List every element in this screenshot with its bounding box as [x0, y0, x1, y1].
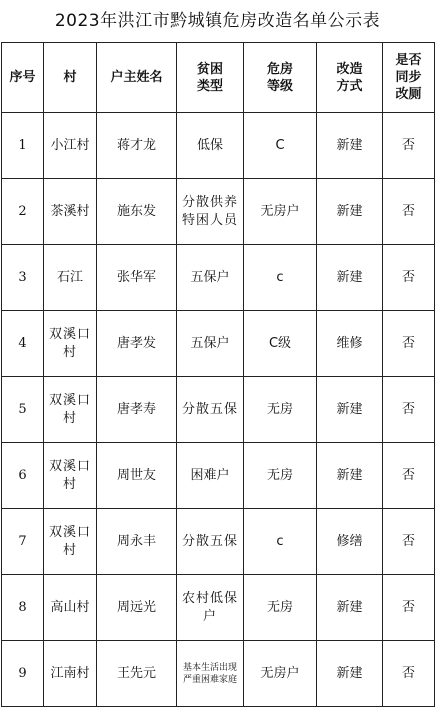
cell-village: 双溪口村	[44, 443, 97, 509]
cell-sync-toilet: 否	[383, 245, 435, 311]
cell-index: 5	[2, 377, 44, 443]
cell-village: 双溪口村	[44, 311, 97, 377]
cell-danger-level: 无房	[244, 377, 317, 443]
table-row	[2, 443, 435, 509]
header-row	[2, 43, 435, 113]
cell-method: 新建	[317, 575, 383, 641]
cell-poverty-type: 分散供养特困人员	[177, 179, 244, 245]
cell-sync-toilet: 否	[383, 311, 435, 377]
table-row	[2, 113, 435, 179]
cell-name: 王先元	[97, 641, 177, 707]
cell-name: 蒋才龙	[97, 113, 177, 179]
cell-danger-level: C	[244, 113, 317, 179]
cell-index: 1	[2, 113, 44, 179]
table-row	[2, 575, 435, 641]
cell-sync-toilet: 否	[383, 641, 435, 707]
cell-sync-toilet: 否	[383, 113, 435, 179]
cell-village: 双溪口村	[44, 377, 97, 443]
cell-poverty-type: 基本生活出现严重困难家庭	[177, 641, 244, 707]
header-danger-level: 危房 等级	[244, 43, 317, 113]
cell-village: 小江村	[44, 113, 97, 179]
cell-danger-level: 无房户	[244, 179, 317, 245]
cell-danger-level: 无房	[244, 443, 317, 509]
cell-index: 8	[2, 575, 44, 641]
cell-name: 周远光	[97, 575, 177, 641]
cell-index: 3	[2, 245, 44, 311]
cell-name: 张华军	[97, 245, 177, 311]
cell-village: 双溪口村	[44, 509, 97, 575]
cell-name: 周永丰	[97, 509, 177, 575]
cell-index: 4	[2, 311, 44, 377]
cell-index: 2	[2, 179, 44, 245]
cell-name: 唐孝寿	[97, 377, 177, 443]
cell-sync-toilet: 否	[383, 377, 435, 443]
cell-danger-level: 无房	[244, 575, 317, 641]
cell-poverty-type: 农村低保户	[177, 575, 244, 641]
cell-poverty-type: 低保	[177, 113, 244, 179]
table-row	[2, 179, 435, 245]
cell-method: 新建	[317, 641, 383, 707]
cell-village: 高山村	[44, 575, 97, 641]
cell-poverty-type: 五保户	[177, 245, 244, 311]
cell-name: 周世友	[97, 443, 177, 509]
cell-method: 新建	[317, 179, 383, 245]
cell-poverty-type: 分散五保	[177, 509, 244, 575]
table-row	[2, 245, 435, 311]
header-method: 改造 方式	[317, 43, 383, 113]
cell-method: 新建	[317, 113, 383, 179]
cell-method: 修缮	[317, 509, 383, 575]
cell-sync-toilet: 否	[383, 575, 435, 641]
cell-sync-toilet: 否	[383, 509, 435, 575]
cell-name: 唐孝发	[97, 311, 177, 377]
page-title: 2023年洪江市黔城镇危房改造名单公示表	[54, 11, 381, 31]
cell-poverty-type: 分散五保	[177, 377, 244, 443]
cell-sync-toilet: 否	[383, 179, 435, 245]
header-index: 序号	[2, 43, 44, 113]
cell-danger-level: c	[244, 509, 317, 575]
cell-poverty-type: 困难户	[177, 443, 244, 509]
cell-index: 7	[2, 509, 44, 575]
table-row	[2, 641, 435, 707]
cell-village: 茶溪村	[44, 179, 97, 245]
cell-danger-level: C级	[244, 311, 317, 377]
cell-village: 石江	[44, 245, 97, 311]
cell-method: 新建	[317, 245, 383, 311]
header-poverty-type: 贫困 类型	[177, 43, 244, 113]
cell-index: 6	[2, 443, 44, 509]
cell-danger-level: c	[244, 245, 317, 311]
header-village: 村	[44, 43, 97, 113]
cell-name: 施东发	[97, 179, 177, 245]
cell-method: 维修	[317, 311, 383, 377]
table-row	[2, 509, 435, 575]
cell-sync-toilet: 否	[383, 443, 435, 509]
cell-method: 新建	[317, 377, 383, 443]
header-sync-toilet: 是否 同步 改厕	[383, 43, 435, 113]
cell-poverty-type: 五保户	[177, 311, 244, 377]
cell-danger-level: 无房户	[244, 641, 317, 707]
cell-method: 新建	[317, 443, 383, 509]
renovation-table	[1, 42, 435, 707]
table-row	[2, 377, 435, 443]
table-row	[2, 311, 435, 377]
cell-village: 江南村	[44, 641, 97, 707]
header-name: 户主姓名	[97, 43, 177, 113]
cell-index: 9	[2, 641, 44, 707]
